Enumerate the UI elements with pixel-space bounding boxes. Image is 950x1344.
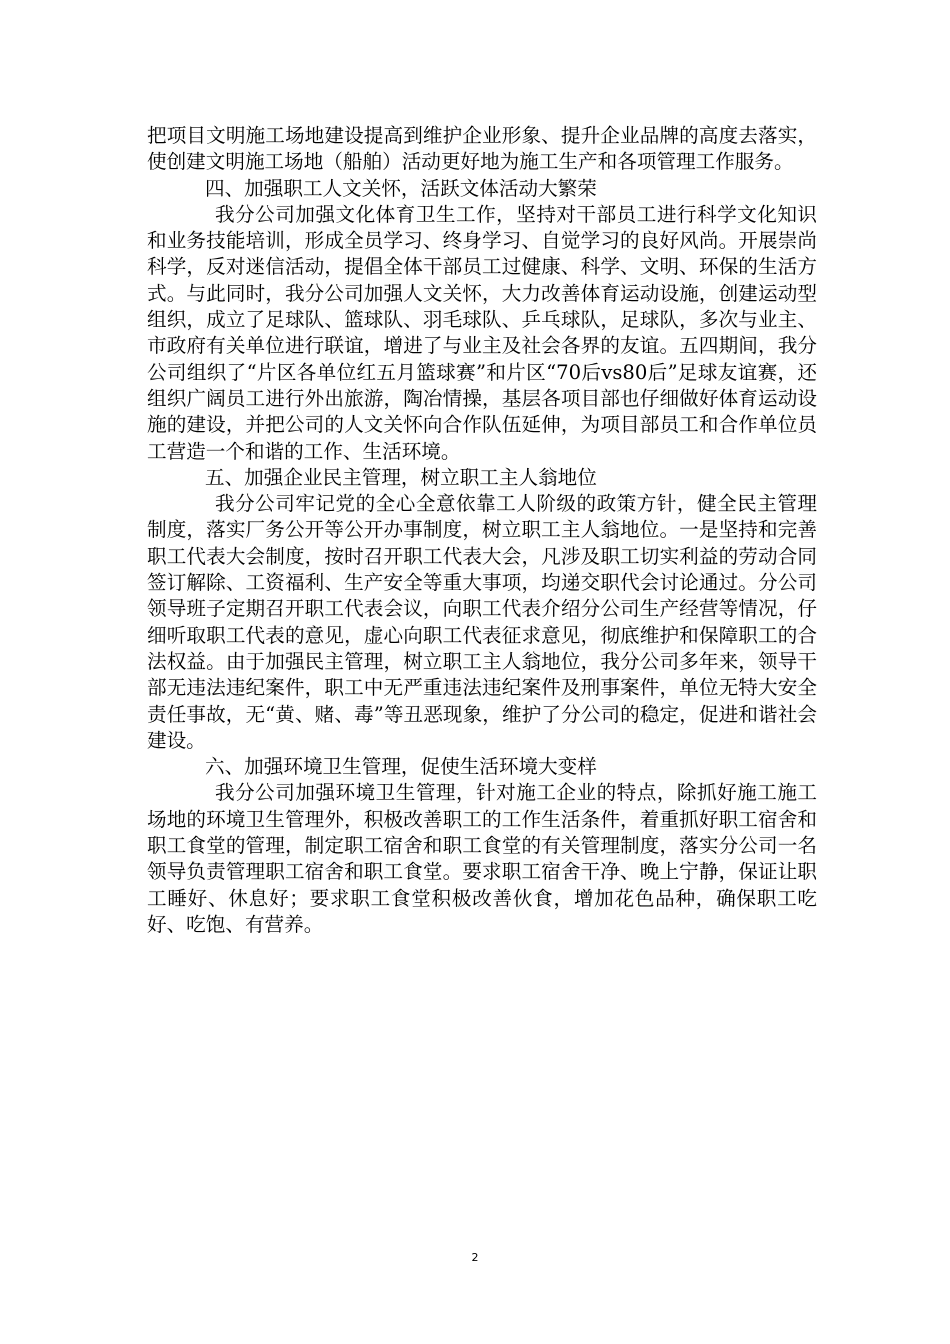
paragraph-democratic-management: 我分公司牢记党的全心全意依靠工人阶级的政策方针，健全民主管理制度，落实厂务公开等公开办事制度，树立职工主人翁地位。一是坚持和完善职工代表大会制度，按时召开职工代表大会，凡涉及职工切实利益的劳动合同签订解除、工资福利、生产安全等重大事项，均递交职代会讨论通过。分公司领导班子定期召开职工代表会议，向职工代表介绍分公司生产经营等情况，仔细听取职工代表的意见，虚心向职工代表征求意见，彻底维护和保障职工的合法权益。由于加强民主管理，树立职工主人翁地位，我分公司多年来，领导干部无违法违纪案件，职工中无严重违法违纪案件及刑事案件，单位无特大安全责任事故，无“黄、赌、毒”等丑恶现象，维护了分公司的稳定，促进和谐社会建设。 — [147, 492, 817, 752]
document-body — [147, 123, 817, 938]
paragraph-culture-sports: 我分公司加强文化体育卫生工作，坚持对干部员工进行科学文化知识和业务技能培训，形成全员学习、终身学习、自觉学习的良好风尚。开展崇尚科学，反对迷信活动，提倡全体干部员工过健康、科学、文明、环保的生活方式。与此同时，我分公司加强人文关怀，大力改善体育运动设施，创建运动型组织，成立了足球队、篮球队、羽毛球队、乒乓球队，足球队，多次与业主、市政府有关单位进行联谊，增进了与业主及社会各界的友谊。五四期间，我分公司组织了“片区各单位红五月篮球赛”和片区“70后vs80后”足球友谊赛，还组织广阔员工进行外出旅游，陶冶情操，基层各项目部也仔细做好体育运动设施的建设，并把公司的人文关怀向合作队伍延伸，为项目部员工和合作单位员工营造一个和谐的工作、生活环境。 — [147, 202, 817, 463]
section-heading-5: 五、加强企业民主管理，树立职工主人翁地位 — [205, 465, 597, 489]
section-heading-4: 四、加强职工人文关怀，活跃文体活动大繁荣 — [205, 176, 597, 200]
page-number: 2 — [471, 1251, 479, 1264]
paragraph-continuation: 把项目文明施工场地建设提高到维护企业形象、提升企业品牌的高度去落实，使创建文明施工场地（船舶）活动更好地为施工生产和各项管理工作服务。 — [147, 124, 817, 174]
section-heading-6: 六、加强环境卫生管理，促使生活环境大变样 — [205, 755, 597, 779]
paragraph-environment-hygiene: 我分公司加强环境卫生管理，针对施工企业的特点，除抓好施工施工场地的环境卫生管理外，积极改善职工的工作生活条件，着重抓好职工宿舍和职工食堂的管理，制定职工宿舍和职工食堂的有关管理制度，落实分公司一名领导负责管理职工宿舍和职工食堂。要求职工宿舍干净、晚上宁静，保证让职工睡好、休息好；要求职工食堂积极改善伙食，增加花色品种，确保职工吃好、吃饱、有营养。 — [147, 781, 817, 936]
